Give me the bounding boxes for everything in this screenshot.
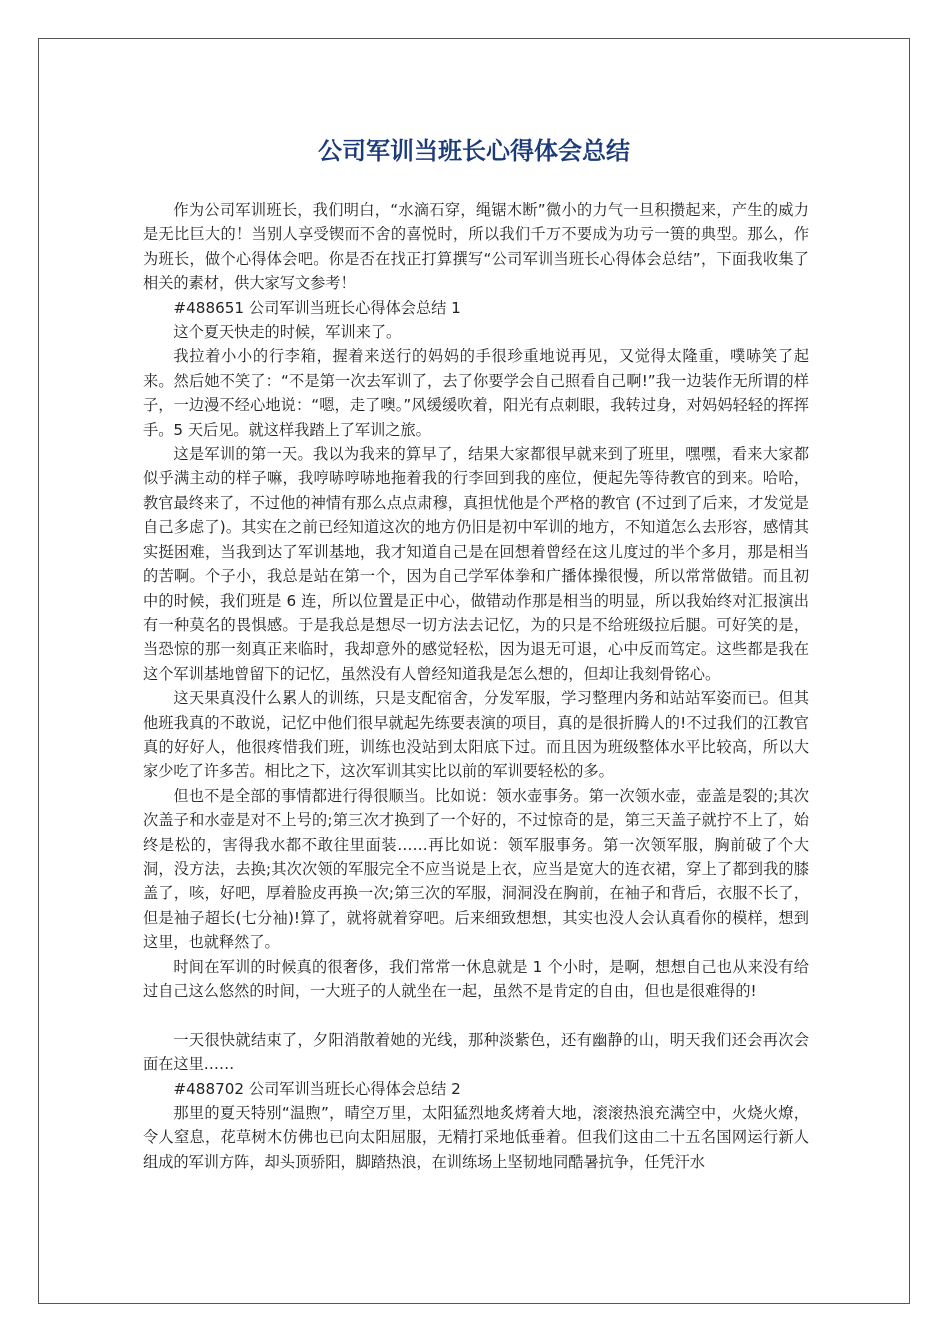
paragraph: 但也不是全部的事情都进行得很顺当。比如说：领水壶事务。第一次领水壶，壶盖是裂的;其次次盖子和水壶是对不上号的;第三次才换到了一个好的，不过惊奇的是，第三天盖子就拧不上了，始终是松的，害得我水都不敢往里面装……再比如说：领军服事务。第一次领军服，胸前破了个大洞，没方法，去换;其次次领的军服完全不应当说是上衣，应当是宽大的连衣裙，穿上了都到我的膝盖了，咳，好吧，厚着脸皮再换一次;第三次的军服，洞洞没在胸前，在袖子和背后，衣服不长了，但是袖子超长(七分袖)!算了，就将就着穿吧。后来细致想想，其实也没人会认真看你的模样，想到这里，也就释然了。 [143, 786, 809, 952]
paragraph: 这个夏天快走的时候，军训来了。 [173, 323, 402, 342]
paragraph: 我拉着小小的行李箱，握着来送行的妈妈的手很珍重地说再见，又觉得太隆重，噗哧笑了起来。然后她不笑了：“不是第一次去军训了，去了你要学会自己照看自己啊!”我一边装作无所谓的样子，一边漫不经心地说：“嗯，走了噢。”风缓缓吹着，阳光有点刺眼，我转过身，对妈妈轻轻的挥挥手。5 天后见。就这样我踏上了军训之旅。 [143, 347, 809, 439]
document-body [143, 198, 809, 1174]
paragraph: 这是军训的第一天。我以为我来的算早了，结果大家都很早就来到了班里，嘿嘿，看来大家都似乎满主动的样子嘛，我哼哧哼哧地拖着我的行李回到我的座位，便起先等待教官的到来。哈哈，教官最终来了，不过他的神情有那么点点肃穆，真担忧他是个严格的教官 (不过到了后来，才发觉是自己多虑了)。其实在之前已经知道这次的地方仍旧是初中军训的地方，不知道怎么去形容，感情其实挺困难，当我到达了军训基地，我才知道自己是在回想着曾经在这儿度过的半个多月，那是相当的苦啊。个子小，我总是站在第一个，因为自己学军体拳和广播体操很慢，所以常常做错。而且初中的时候，我们班是 6 连，所以位置是正中心，做错动作那是相当的明显，所以我始终对汇报演出有一种莫名的畏惧感。于是我总是想尽一切方法去记忆，为的只是不给班级拉后腿。可好笑的是，当恐惊的那一刻真正来临时，我却意外的感觉轻松，因为退无可退，心中反而笃定。这些都是我在这个军训基地曾留下的记忆，虽然没有人曾经知道我是怎么想的，但却让我刻骨铭心。 [143, 445, 809, 683]
section-heading-2: #488702 公司军训当班长心得体会总结 2 [173, 1079, 461, 1098]
section-heading-1: #488651 公司军训当班长心得体会总结 1 [173, 298, 461, 317]
paragraph-intro: 作为公司军训班长，我们明白，“水滴石穿，绳锯木断”微小的力气一旦积攒起来，产生的威力是无比巨大的！当别人享受锲而不舍的喜悦时，所以我们千万不要成为功亏一篑的典型。那么，作为班长，做个心得体会吧。你是否在找正打算撰写“公司军训当班长心得体会总结”，下面我收集了相关的素材，供大家写文参考！ [143, 201, 809, 293]
paragraph: 时间在军训的时候真的很奢侈，我们常常一休息就是 1 个小时，是啊，想想自己也从来没有给过自己这么悠然的时间，一大班子的人就坐在一起，虽然不是肯定的自由，但也是很难得的! [143, 957, 809, 1000]
blank-line [143, 1003, 809, 1027]
paragraph: 那里的夏天特别“温煦”，晴空万里，太阳猛烈地炙烤着大地，滚滚热浪充满空中，火烧火燎，令人窒息，花草树木仿佛也已向太阳屈服，无精打采地低垂着。但我们这由二十五名国网运行新人组成的军训方阵，却头顶骄阳，脚踏热浪，在训练场上坚韧地同酷暑抗争，任凭汗水 [143, 1104, 809, 1171]
document-title: 公司军训当班长心得体会总结 [318, 137, 630, 165]
paragraph: 一天很快就结束了，夕阳消散着她的光线，那种淡紫色，还有幽静的山，明天我们还会再次会面在这里…… [143, 1030, 809, 1074]
paragraph: 这天果真没什么累人的训练，只是支配宿舍，分发军服，学习整理内务和站站军姿而已。但其他班我真的不敢说，记忆中他们很早就起先练要表演的项目，真的是很折腾人的!不过我们的江教官真的好好人，他很疼惜我们班，训练也没站到太阳底下过。而且因为班级整体水平比较高，所以大家少吃了许多苦。相比之下，这次军训其实比以前的军训要轻松的多。 [143, 689, 809, 781]
